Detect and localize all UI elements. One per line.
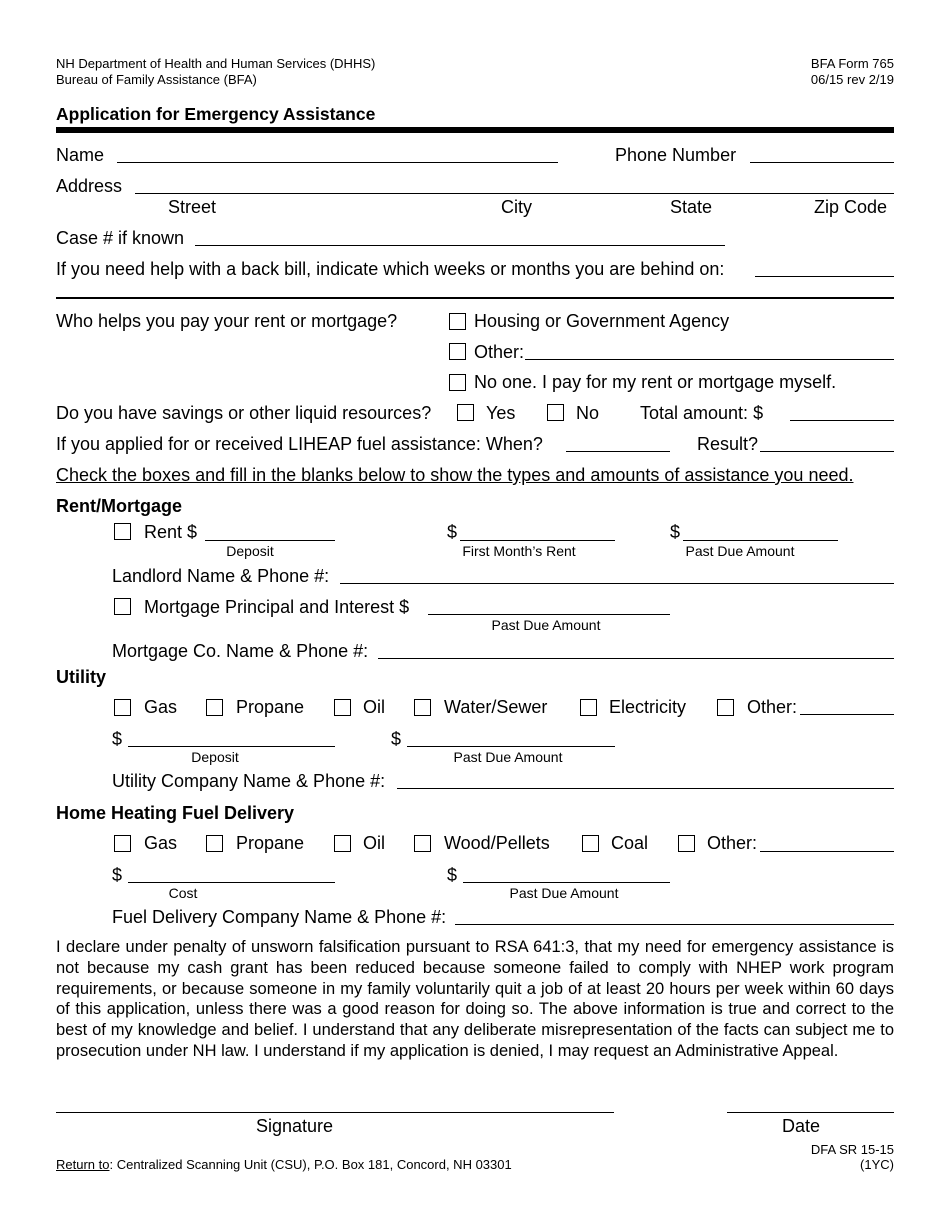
savings-no-label: No xyxy=(576,403,600,423)
dept-name: NH Department of Health and Human Services (DHHS) xyxy=(56,56,376,71)
fuel-cost-caption: Cost xyxy=(168,885,198,901)
signature-field[interactable] xyxy=(56,1112,614,1113)
rent-past-due-field[interactable] xyxy=(683,540,838,541)
utility-deposit-field[interactable] xyxy=(128,746,335,747)
street-caption: Street xyxy=(168,197,217,217)
fuel-gas-checkbox[interactable] xyxy=(114,835,131,852)
liheap-question: If you applied for or received LIHEAP fuel assistance: When? xyxy=(56,434,543,454)
fuel-oil-checkbox[interactable] xyxy=(334,835,351,852)
fuel-company-field[interactable] xyxy=(455,924,894,925)
name-label: Name xyxy=(56,145,105,165)
phone-label: Phone Number xyxy=(615,145,737,165)
mortgage-checkbox[interactable] xyxy=(114,598,131,615)
phone-field[interactable] xyxy=(750,162,894,163)
rent-past-due-caption: Past Due Amount xyxy=(685,543,795,559)
zip-caption: Zip Code xyxy=(814,197,888,217)
mortgage-label: Mortgage Principal and Interest $ xyxy=(144,597,410,617)
fuel-propane-label: Propane xyxy=(236,833,305,853)
fuel-cost-dollar: $ xyxy=(112,865,123,885)
other-payer-label: Other: xyxy=(474,342,525,362)
form-revision: 06/15 rev 2/19 xyxy=(810,72,894,87)
utility-company-field[interactable] xyxy=(397,788,894,789)
first-month-field[interactable] xyxy=(460,540,615,541)
rent-past-due-dollar: $ xyxy=(670,522,681,542)
utility-electricity-checkbox[interactable] xyxy=(580,699,597,716)
city-caption: City xyxy=(501,197,532,217)
mortgage-past-due-caption: Past Due Amount xyxy=(491,617,601,633)
utility-deposit-dollar: $ xyxy=(112,729,123,749)
return-text: : Centralized Scanning Unit (CSU), P.O. Box 181, Concord, NH 03301 xyxy=(109,1157,512,1172)
utility-past-due-field[interactable] xyxy=(407,746,615,747)
rent-checkbox[interactable] xyxy=(114,523,131,540)
mortgage-co-field[interactable] xyxy=(378,658,894,659)
savings-yes-checkbox[interactable] xyxy=(457,404,474,421)
utility-electricity-label: Electricity xyxy=(609,697,687,717)
return-address xyxy=(56,1157,512,1172)
fuel-wood-label: Wood/Pellets xyxy=(444,833,550,853)
no-one-checkbox[interactable] xyxy=(449,374,466,391)
utility-past-due-dollar: $ xyxy=(391,729,402,749)
utility-water-label: Water/Sewer xyxy=(444,697,548,717)
fuel-cost-field[interactable] xyxy=(128,882,335,883)
address-label: Address xyxy=(56,176,123,196)
backbill-field[interactable] xyxy=(755,276,894,277)
fuel-other-checkbox[interactable] xyxy=(678,835,695,852)
utility-propane-checkbox[interactable] xyxy=(206,699,223,716)
utility-deposit-caption: Deposit xyxy=(191,749,239,765)
utility-past-due-caption: Past Due Amount xyxy=(453,749,563,765)
fuel-wood-checkbox[interactable] xyxy=(414,835,431,852)
utility-gas-label: Gas xyxy=(144,697,178,717)
signature-caption: Signature xyxy=(256,1116,334,1136)
utility-propane-label: Propane xyxy=(236,697,305,717)
fuel-propane-checkbox[interactable] xyxy=(206,835,223,852)
fuel-company-label: Fuel Delivery Company Name & Phone #: xyxy=(112,907,447,927)
utility-other-checkbox[interactable] xyxy=(717,699,734,716)
bureau-name: Bureau of Family Assistance (BFA) xyxy=(56,72,257,87)
case-label: Case # if known xyxy=(56,228,185,248)
savings-question: Do you have savings or other liquid resources? xyxy=(56,403,432,423)
fuel-other-field[interactable] xyxy=(760,851,894,852)
utility-company-label: Utility Company Name & Phone #: xyxy=(112,771,386,791)
rent-label: Rent $ xyxy=(144,522,198,542)
savings-yes-label: Yes xyxy=(486,403,516,423)
other-payer-checkbox[interactable] xyxy=(449,343,466,360)
declaration-text: I declare under penalty of unsworn falsification pursuant to RSA 641:3, that my need for emergency assistance is not because my cash grant has been reduced because someone failed to comply with NHEP work program requirements, or because someone in my family voluntarily quit a job of at least 20 hours per week within 60 days of this application, unless there was a good reason for doing so. The above information is true and correct to the best of my knowledge and belief. I understand that any deliberate misrepresentation of the facts can subject me to prosecution under NH law. I understand if my application is denied, I may request an Administrative Appeal. xyxy=(56,938,894,1060)
landlord-label: Landlord Name & Phone #: xyxy=(112,566,330,586)
savings-total-label: Total amount: $ xyxy=(640,403,764,423)
agency-label: Housing or Government Agency xyxy=(474,311,730,331)
no-one-label: No one. I pay for my rent or mortgage myself. xyxy=(474,372,837,392)
mortgage-past-due-field[interactable] xyxy=(428,614,670,615)
fuel-past-due-caption: Past Due Amount xyxy=(509,885,619,901)
utility-oil-label: Oil xyxy=(363,697,385,717)
instructions: Check the boxes and fill in the blanks below to show the types and amounts of assistance you need. xyxy=(56,465,854,485)
other-payer-field[interactable] xyxy=(525,359,894,360)
backbill-label: If you need help with a back bill, indicate which weeks or months you are behind on: xyxy=(56,259,725,279)
liheap-result-field[interactable] xyxy=(760,451,894,452)
utility-other-field[interactable] xyxy=(800,714,894,715)
utility-heading: Utility xyxy=(56,667,107,687)
fuel-past-due-field[interactable] xyxy=(463,882,670,883)
fuel-coal-label: Coal xyxy=(611,833,649,853)
liheap-result-label: Result? xyxy=(697,434,759,454)
fuel-gas-label: Gas xyxy=(144,833,178,853)
case-field[interactable] xyxy=(195,245,725,246)
agency-checkbox[interactable] xyxy=(449,313,466,330)
mortgage-co-label: Mortgage Co. Name & Phone #: xyxy=(112,641,369,661)
first-month-caption: First Month’s Rent xyxy=(462,543,576,559)
utility-oil-checkbox[interactable] xyxy=(334,699,351,716)
date-caption: Date xyxy=(782,1116,821,1136)
date-field[interactable] xyxy=(727,1112,894,1113)
savings-total-field[interactable] xyxy=(790,420,894,421)
footer-code: DFA SR 15-15 xyxy=(810,1142,894,1157)
fuel-past-due-dollar: $ xyxy=(447,865,458,885)
form-title: Application for Emergency Assistance xyxy=(56,104,376,124)
rent-mortgage-heading: Rent/Mortgage xyxy=(56,496,182,516)
footer-code-2: (1YC) xyxy=(860,1157,894,1172)
utility-other-label: Other: xyxy=(747,697,798,717)
fuel-coal-checkbox[interactable] xyxy=(582,835,599,852)
fuel-other-label: Other: xyxy=(707,833,758,853)
fuel-oil-label: Oil xyxy=(363,833,385,853)
state-caption: State xyxy=(670,197,713,217)
section-divider xyxy=(56,297,894,299)
rent-deposit-caption: Deposit xyxy=(226,543,274,559)
utility-gas-checkbox[interactable] xyxy=(114,699,131,716)
address-field[interactable] xyxy=(135,193,894,194)
liheap-when-field[interactable] xyxy=(566,451,670,452)
utility-water-checkbox[interactable] xyxy=(414,699,431,716)
fuel-heading: Home Heating Fuel Delivery xyxy=(56,803,295,823)
landlord-field[interactable] xyxy=(340,583,894,584)
form-id: BFA Form 765 xyxy=(810,56,894,71)
rent-deposit-field[interactable] xyxy=(205,540,335,541)
name-field[interactable] xyxy=(117,162,558,163)
title-rule xyxy=(56,127,894,133)
savings-no-checkbox[interactable] xyxy=(547,404,564,421)
rent-help-question: Who helps you pay your rent or mortgage? xyxy=(56,311,398,331)
first-month-dollar: $ xyxy=(447,522,458,542)
return-label: Return to xyxy=(56,1157,110,1172)
